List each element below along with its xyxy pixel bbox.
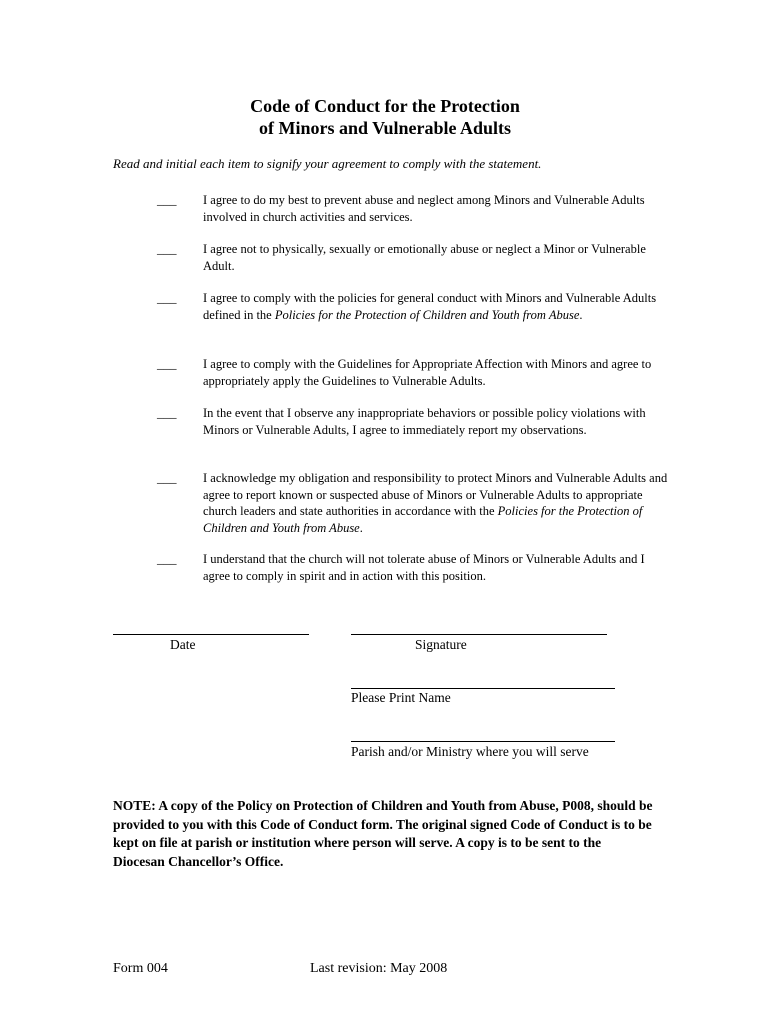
initial-blank[interactable]: ___	[157, 470, 177, 485]
initial-blank[interactable]: ___	[157, 551, 177, 566]
agreement-text: I agree to comply with the policies for general conduct with Minors and Vulnerable Adults defined in the Policies for the Protection of Children and Youth from Abuse.	[203, 291, 657, 322]
agreement-text: I agree to comply with the Guidelines for Appropriate Affection with Minors and agree to appropriately apply the Guidelines to Vulnerable Adults.	[203, 357, 652, 388]
note-paragraph: NOTE: A copy of the Policy on Protection of Children and Youth from Abuse, P008, should be provided to you with this Code of Conduct form. The original signed Code of Conduct is to be kept on file at parish or institution where person will serve. A copy is to be sent to the Diocesan Chancellor’s Office.	[113, 798, 653, 869]
revision-date: Last revision: May 2008	[310, 961, 448, 976]
initial-blank[interactable]: ___	[157, 405, 177, 420]
initial-blank[interactable]: ___	[157, 290, 177, 305]
print-name-label: Please Print Name	[351, 690, 451, 705]
initial-blank[interactable]: ___	[157, 192, 177, 207]
agreement-text: I agree to do my best to prevent abuse and neglect among Minors and Vulnerable Adults involved in church activities and services.	[203, 193, 645, 224]
signature-label: Signature	[415, 637, 467, 652]
instructions-text: Read and initial each item to signify your agreement to comply with the statement.	[113, 156, 542, 171]
date-line[interactable]	[113, 634, 309, 635]
print-name-line[interactable]	[351, 688, 615, 689]
form-number: Form 004	[113, 961, 168, 976]
title-line-1: Code of Conduct for the Protection	[250, 96, 520, 116]
initial-blank[interactable]: ___	[157, 241, 177, 256]
signature-line[interactable]	[351, 634, 607, 635]
agreement-text: In the event that I observe any inappropriate behaviors or possible policy violations with Minors or Vulnerable Adults, I agree to immediately report my observations.	[203, 406, 646, 437]
initial-blank[interactable]: ___	[157, 356, 177, 371]
title-line-2: of Minors and Vulnerable Adults	[258, 118, 512, 138]
parish-line[interactable]	[351, 741, 615, 742]
date-label: Date	[170, 637, 196, 652]
agreement-text: I acknowledge my obligation and responsibility to protect Minors and Vulnerable Adults and agree to report known or suspected abuse of Minors or Vulnerable Adults to appropriate church leaders and state authorities in accordance with the Policies for the Protection of Children and Youth from Abuse.	[203, 471, 668, 535]
agreement-text: I agree not to physically, sexually or emotionally abuse or neglect a Minor or Vulnerable Adult.	[203, 242, 646, 273]
agreement-text: I understand that the church will not tolerate abuse of Minors or Vulnerable Adults and I agree to comply in spirit and in action with this position.	[203, 552, 645, 583]
parish-label: Parish and/or Ministry where you will serve	[351, 744, 589, 759]
